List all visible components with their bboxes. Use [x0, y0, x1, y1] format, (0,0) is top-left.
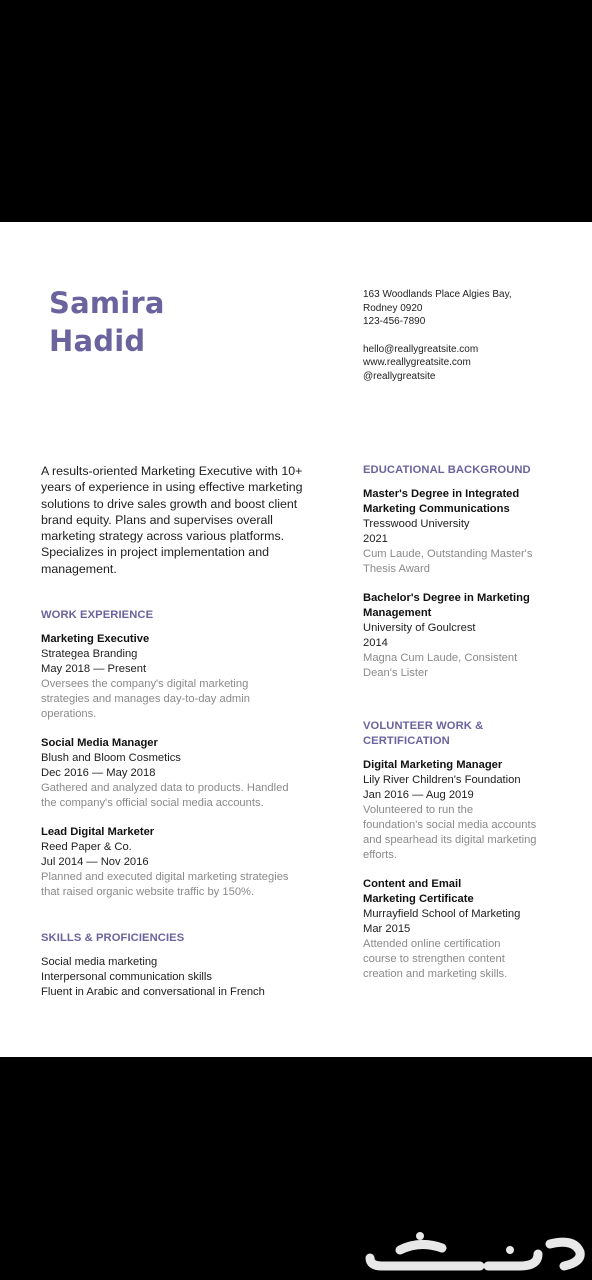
website-url: www.reallygreatsite.com — [363, 357, 471, 368]
certification-title: Marketing Certificate — [363, 893, 474, 905]
certification-description-line: Attended online certification — [363, 938, 501, 950]
certification-description-line: course to strengthen content — [363, 953, 505, 965]
job-description-line: that raised organic website traffic by 150%. — [41, 886, 255, 898]
education-entry — [363, 591, 530, 681]
degree-title: Marketing Communications — [363, 503, 510, 515]
skills-heading: SKILLS & PROFICIENCIES — [41, 932, 185, 944]
education-heading: EDUCATIONAL BACKGROUND — [363, 464, 531, 476]
phone-number: 123-456-7890 — [363, 316, 426, 327]
haraj-logo-icon — [360, 1228, 590, 1277]
organization-name: Murrayfield School of Marketing — [363, 908, 521, 920]
degree-title: Master's Degree in Integrated — [363, 488, 520, 500]
work-entry — [41, 825, 289, 900]
professional-summary: A results-oriented Marketing Executive with 10+ years of experience in using effective marketing solutions to drive sales growth and boost client brand equity. Plans and supervises overall marketing strategy across various platforms. Specializes in project implementation and management. — [41, 464, 303, 576]
job-dates: Jul 2014 — Nov 2016 — [41, 856, 149, 868]
role-description-line: foundation's social media accounts — [363, 819, 537, 831]
role-description-line: efforts. — [363, 849, 397, 861]
job-title: Lead Digital Marketer — [41, 826, 155, 838]
volunteer-heading-line: CERTIFICATION — [363, 735, 450, 747]
first-name: Samira — [49, 286, 165, 320]
skills-list — [41, 955, 265, 1000]
work-entry — [41, 632, 250, 722]
job-description-line: operations. — [41, 708, 97, 720]
last-name: Hadid — [49, 324, 146, 358]
volunteer-heading-line: VOLUNTEER WORK & — [363, 720, 484, 732]
company-name: Strategea Branding — [41, 648, 138, 660]
honors-line: Magna Cum Laude, Consistent — [363, 652, 518, 664]
skill-item: Social media marketing — [41, 956, 158, 968]
job-description-line: the company's official social media accounts. — [41, 797, 264, 809]
degree-title: Management — [363, 607, 432, 619]
skill-item: Interpersonal communication skills — [41, 971, 212, 983]
job-description-line: strategies and manages day-to-day admin — [41, 693, 250, 705]
volunteer-heading — [363, 719, 483, 749]
job-title: Marketing Executive — [41, 633, 150, 645]
company-name: Blush and Bloom Cosmetics — [41, 752, 181, 764]
volunteer-entry — [363, 758, 537, 863]
organization-name: Lily River Children's Foundation — [363, 774, 521, 786]
certification-entry — [363, 877, 520, 982]
social-handle: @reallygreatsite — [363, 370, 436, 382]
contact-block — [363, 288, 512, 383]
job-description-line: Oversees the company's digital marketing — [41, 678, 249, 690]
honors-line: Cum Laude, Outstanding Master's — [363, 548, 533, 560]
school-name: Tresswood University — [363, 518, 470, 530]
graduation-year: 2014 — [363, 637, 388, 649]
job-description-line: Gathered and analyzed data to products. Handled — [41, 782, 289, 794]
job-description-line: Planned and executed digital marketing strategies — [41, 871, 289, 883]
job-title: Social Media Manager — [41, 737, 158, 749]
email-address: hello@reallygreatsite.com — [363, 343, 479, 355]
job-dates: May 2018 — Present — [41, 663, 147, 675]
role-dates: Jan 2016 — Aug 2019 — [363, 789, 474, 801]
address-line: 163 Woodlands Place Algies Bay, — [363, 289, 512, 300]
role-description-line: and spearhead its digital marketing — [363, 834, 537, 846]
certification-title: Content and Email — [363, 878, 462, 890]
degree-title: Bachelor's Degree in Marketing — [363, 592, 530, 604]
role-description-line: Volunteered to run the — [363, 804, 474, 816]
honors-line: Dean's Lister — [363, 667, 428, 679]
resume-page — [0, 222, 592, 1057]
address-line: Rodney 0920 — [363, 302, 423, 314]
skill-item: Fluent in Arabic and conversational in French — [41, 986, 265, 998]
work-entry — [41, 736, 289, 811]
honors-line: Thesis Award — [363, 563, 430, 575]
company-name: Reed Paper & Co. — [41, 841, 132, 853]
role-title: Digital Marketing Manager — [363, 759, 503, 771]
graduation-year: 2021 — [363, 533, 388, 545]
work-experience-heading: WORK EXPERIENCE — [41, 609, 154, 621]
school-name: University of Goulcrest — [363, 622, 476, 634]
job-dates: Dec 2016 — May 2018 — [41, 767, 156, 779]
candidate-name — [49, 284, 165, 360]
certification-description-line: creation and marketing skills. — [363, 968, 508, 980]
education-entry — [363, 487, 532, 577]
certification-date: Mar 2015 — [363, 923, 411, 935]
